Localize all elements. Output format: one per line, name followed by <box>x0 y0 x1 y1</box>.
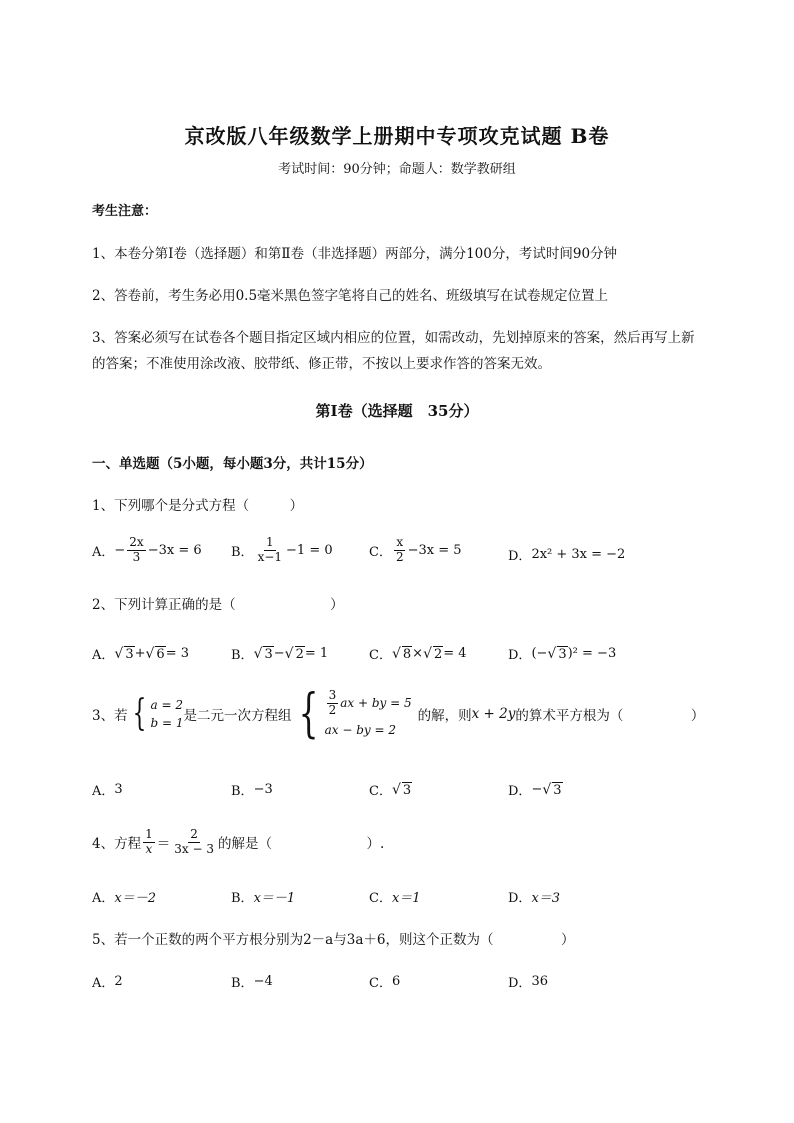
option-label: D． <box>508 648 532 663</box>
question-3-option-a[interactable] <box>92 780 123 799</box>
option-text: −3x = 5 <box>407 542 462 558</box>
equation-line: b = 1 <box>150 716 184 730</box>
option-text: −3x = 6 <box>147 542 202 558</box>
numerator: 2 <box>190 827 198 841</box>
brace-icon: { <box>132 693 146 734</box>
question-3-option-c[interactable] <box>369 780 412 799</box>
stem-text: 的解，则 <box>417 708 472 724</box>
denominator: 3x − 3 <box>174 841 214 856</box>
option-label: C． <box>369 784 392 799</box>
option-label: C． <box>369 544 392 560</box>
exam-subtitle: 考试时间：90分钟；命题人：数学教研组 <box>278 162 516 177</box>
fraction <box>143 828 155 857</box>
stem-text: 4、方程 <box>92 836 142 853</box>
sqrt-icon: √ <box>547 645 557 662</box>
notice-item-3: 3、答案必须写在试卷各个题目指定区域内相应的位置，如需改动，先划掉原来的答案，然后再写上新 <box>92 330 695 346</box>
question-1-option-b[interactable] <box>231 536 333 565</box>
denominator: 2 <box>328 702 337 717</box>
sqrt-icon: √ <box>145 645 155 662</box>
option-label: D． <box>508 891 532 906</box>
denominator: 2 <box>395 549 404 564</box>
sqrt-icon: √ <box>391 781 401 798</box>
question-5-option-d[interactable] <box>508 972 548 991</box>
option-text: 2x² + 3x = −2 <box>531 547 626 562</box>
brace-icon: { <box>298 684 318 744</box>
stem-text: 是二元一次方程组 <box>183 708 292 724</box>
option-text: x＝－2 <box>114 891 156 906</box>
option-text: − <box>114 542 126 558</box>
sqrt-icon: √ <box>391 645 401 662</box>
option-label: B． <box>231 784 254 799</box>
stem-text: 的算术平方根为（ ） <box>515 708 705 724</box>
radicand: 3 <box>402 782 412 798</box>
option-text: −1 = 0 <box>286 542 333 558</box>
question-5-stem: 5、若一个正数的两个平方根分别为2－a与3a＋6，则这个正数为（ ） <box>92 932 575 948</box>
option-text: × <box>412 646 424 661</box>
option-label: D． <box>508 549 532 564</box>
option-label: A． <box>92 648 115 663</box>
question-3-option-b[interactable] <box>231 780 273 799</box>
option-label: D． <box>508 784 532 799</box>
question-2-option-a[interactable] <box>92 644 189 663</box>
option-label: B． <box>231 648 254 663</box>
expression: x + 2y <box>471 706 516 722</box>
option-text: 36 <box>531 974 548 989</box>
question-1-stem: 1、下列哪个是分式方程（ ） <box>92 498 304 514</box>
fraction <box>327 689 339 718</box>
question-2-option-c[interactable] <box>369 644 467 663</box>
option-text: x＝1 <box>391 891 421 906</box>
section-title: 第I卷（选择题 35分） <box>315 402 479 420</box>
option-text: (− <box>531 646 548 661</box>
radicand: 2 <box>295 646 304 662</box>
denominator: x−1 <box>257 549 283 564</box>
option-text: = 1 <box>304 646 329 661</box>
option-label: D． <box>508 976 532 991</box>
exam-title: 京改版八年级数学上册期中专项攻克试题 B卷 <box>184 124 610 148</box>
radicand: 3 <box>264 646 273 662</box>
radicand: 3 <box>558 646 567 662</box>
fraction <box>127 536 145 565</box>
part-heading: 一、单选题（5小题，每小题3分，共计15分） <box>92 456 373 472</box>
question-4-option-a[interactable] <box>92 887 156 906</box>
denominator: 3 <box>132 549 141 564</box>
question-2-option-b[interactable] <box>231 644 328 663</box>
notice-item-3-cont: 的答案；不准使用涂改液、胶带纸、修正带，不按以上要求作答的答案无效。 <box>92 356 551 372</box>
question-1-option-a[interactable] <box>92 536 202 565</box>
question-1-option-d[interactable] <box>508 545 625 564</box>
fraction <box>172 828 216 857</box>
option-label: C． <box>369 648 392 663</box>
sqrt-icon: √ <box>423 645 432 662</box>
question-5-option-a[interactable] <box>92 972 123 991</box>
notice-item-2: 2、答卷前，考生务必用0.5毫米黑色签字笔将自己的姓名、班级填写在试卷规定位置上 <box>92 288 609 304</box>
option-label: B． <box>231 891 254 906</box>
option-text: = 3 <box>165 646 189 661</box>
option-label: B． <box>231 976 254 991</box>
question-5-option-b[interactable] <box>231 972 273 991</box>
option-text: x＝－1 <box>253 891 296 906</box>
numerator: 1 <box>145 827 153 841</box>
radicand: 2 <box>433 646 443 662</box>
option-label: A． <box>92 784 115 799</box>
stem-text: ＝ <box>156 836 171 853</box>
radicand: 3 <box>125 646 134 662</box>
equation-line: a = 2 <box>150 698 183 712</box>
option-text: = 4 <box>443 646 467 661</box>
option-text: − <box>273 646 285 661</box>
option-text: x＝3 <box>531 891 561 906</box>
question-4-option-d[interactable] <box>508 887 560 906</box>
numerator: 3 <box>328 687 337 702</box>
option-label: A． <box>92 976 115 991</box>
question-4-option-b[interactable] <box>231 887 295 906</box>
notice-item-1: 1、本卷分第I卷（选择题）和第Ⅱ卷（非选择题）两部分，满分100分，考试时间90分钟 <box>92 246 618 262</box>
question-4-stem <box>92 828 384 857</box>
fraction <box>394 536 406 565</box>
sqrt-icon: √ <box>542 781 552 798</box>
option-text: )² = −3 <box>567 646 617 661</box>
sqrt-icon: √ <box>284 645 294 662</box>
option-text: + <box>134 646 146 661</box>
sqrt-icon: √ <box>114 645 124 662</box>
equation-line: ax + by = 5 <box>340 696 412 710</box>
question-2-option-d[interactable] <box>508 644 616 663</box>
option-label: A． <box>92 891 115 906</box>
question-5-option-c[interactable] <box>369 972 400 991</box>
equation-line: ax − by = 2 <box>324 723 396 738</box>
stem-text: 的解是（ ）. <box>217 836 385 853</box>
denominator: x <box>145 841 153 856</box>
stem-text: 3、若 <box>92 708 128 724</box>
equation-system <box>292 684 412 744</box>
option-label: C． <box>369 976 392 991</box>
question-2-stem: 2、下列计算正确的是（ ） <box>92 597 344 613</box>
numerator: x <box>396 535 404 549</box>
option-label: B． <box>231 544 254 560</box>
option-text: 2 <box>114 974 123 989</box>
option-text: −4 <box>253 974 273 989</box>
radicand: 6 <box>156 646 165 662</box>
fraction <box>256 536 284 565</box>
numerator: 2x <box>129 535 144 549</box>
radicand: 3 <box>553 782 562 798</box>
equation-system <box>128 693 184 734</box>
option-label: C． <box>369 891 392 906</box>
option-text: 3 <box>114 782 123 797</box>
numerator: 1 <box>265 535 274 549</box>
option-text: 6 <box>391 974 401 989</box>
option-label: A． <box>92 544 115 560</box>
sqrt-icon: √ <box>253 645 263 662</box>
notice-heading: 考生注意： <box>92 204 158 219</box>
question-3-stem <box>92 684 705 744</box>
option-text: − <box>531 782 543 797</box>
question-3-option-d[interactable] <box>508 780 563 799</box>
option-text: −3 <box>253 782 273 797</box>
question-4-option-c[interactable] <box>369 887 421 906</box>
radicand: 8 <box>402 646 412 662</box>
question-1-option-c[interactable] <box>369 536 462 565</box>
